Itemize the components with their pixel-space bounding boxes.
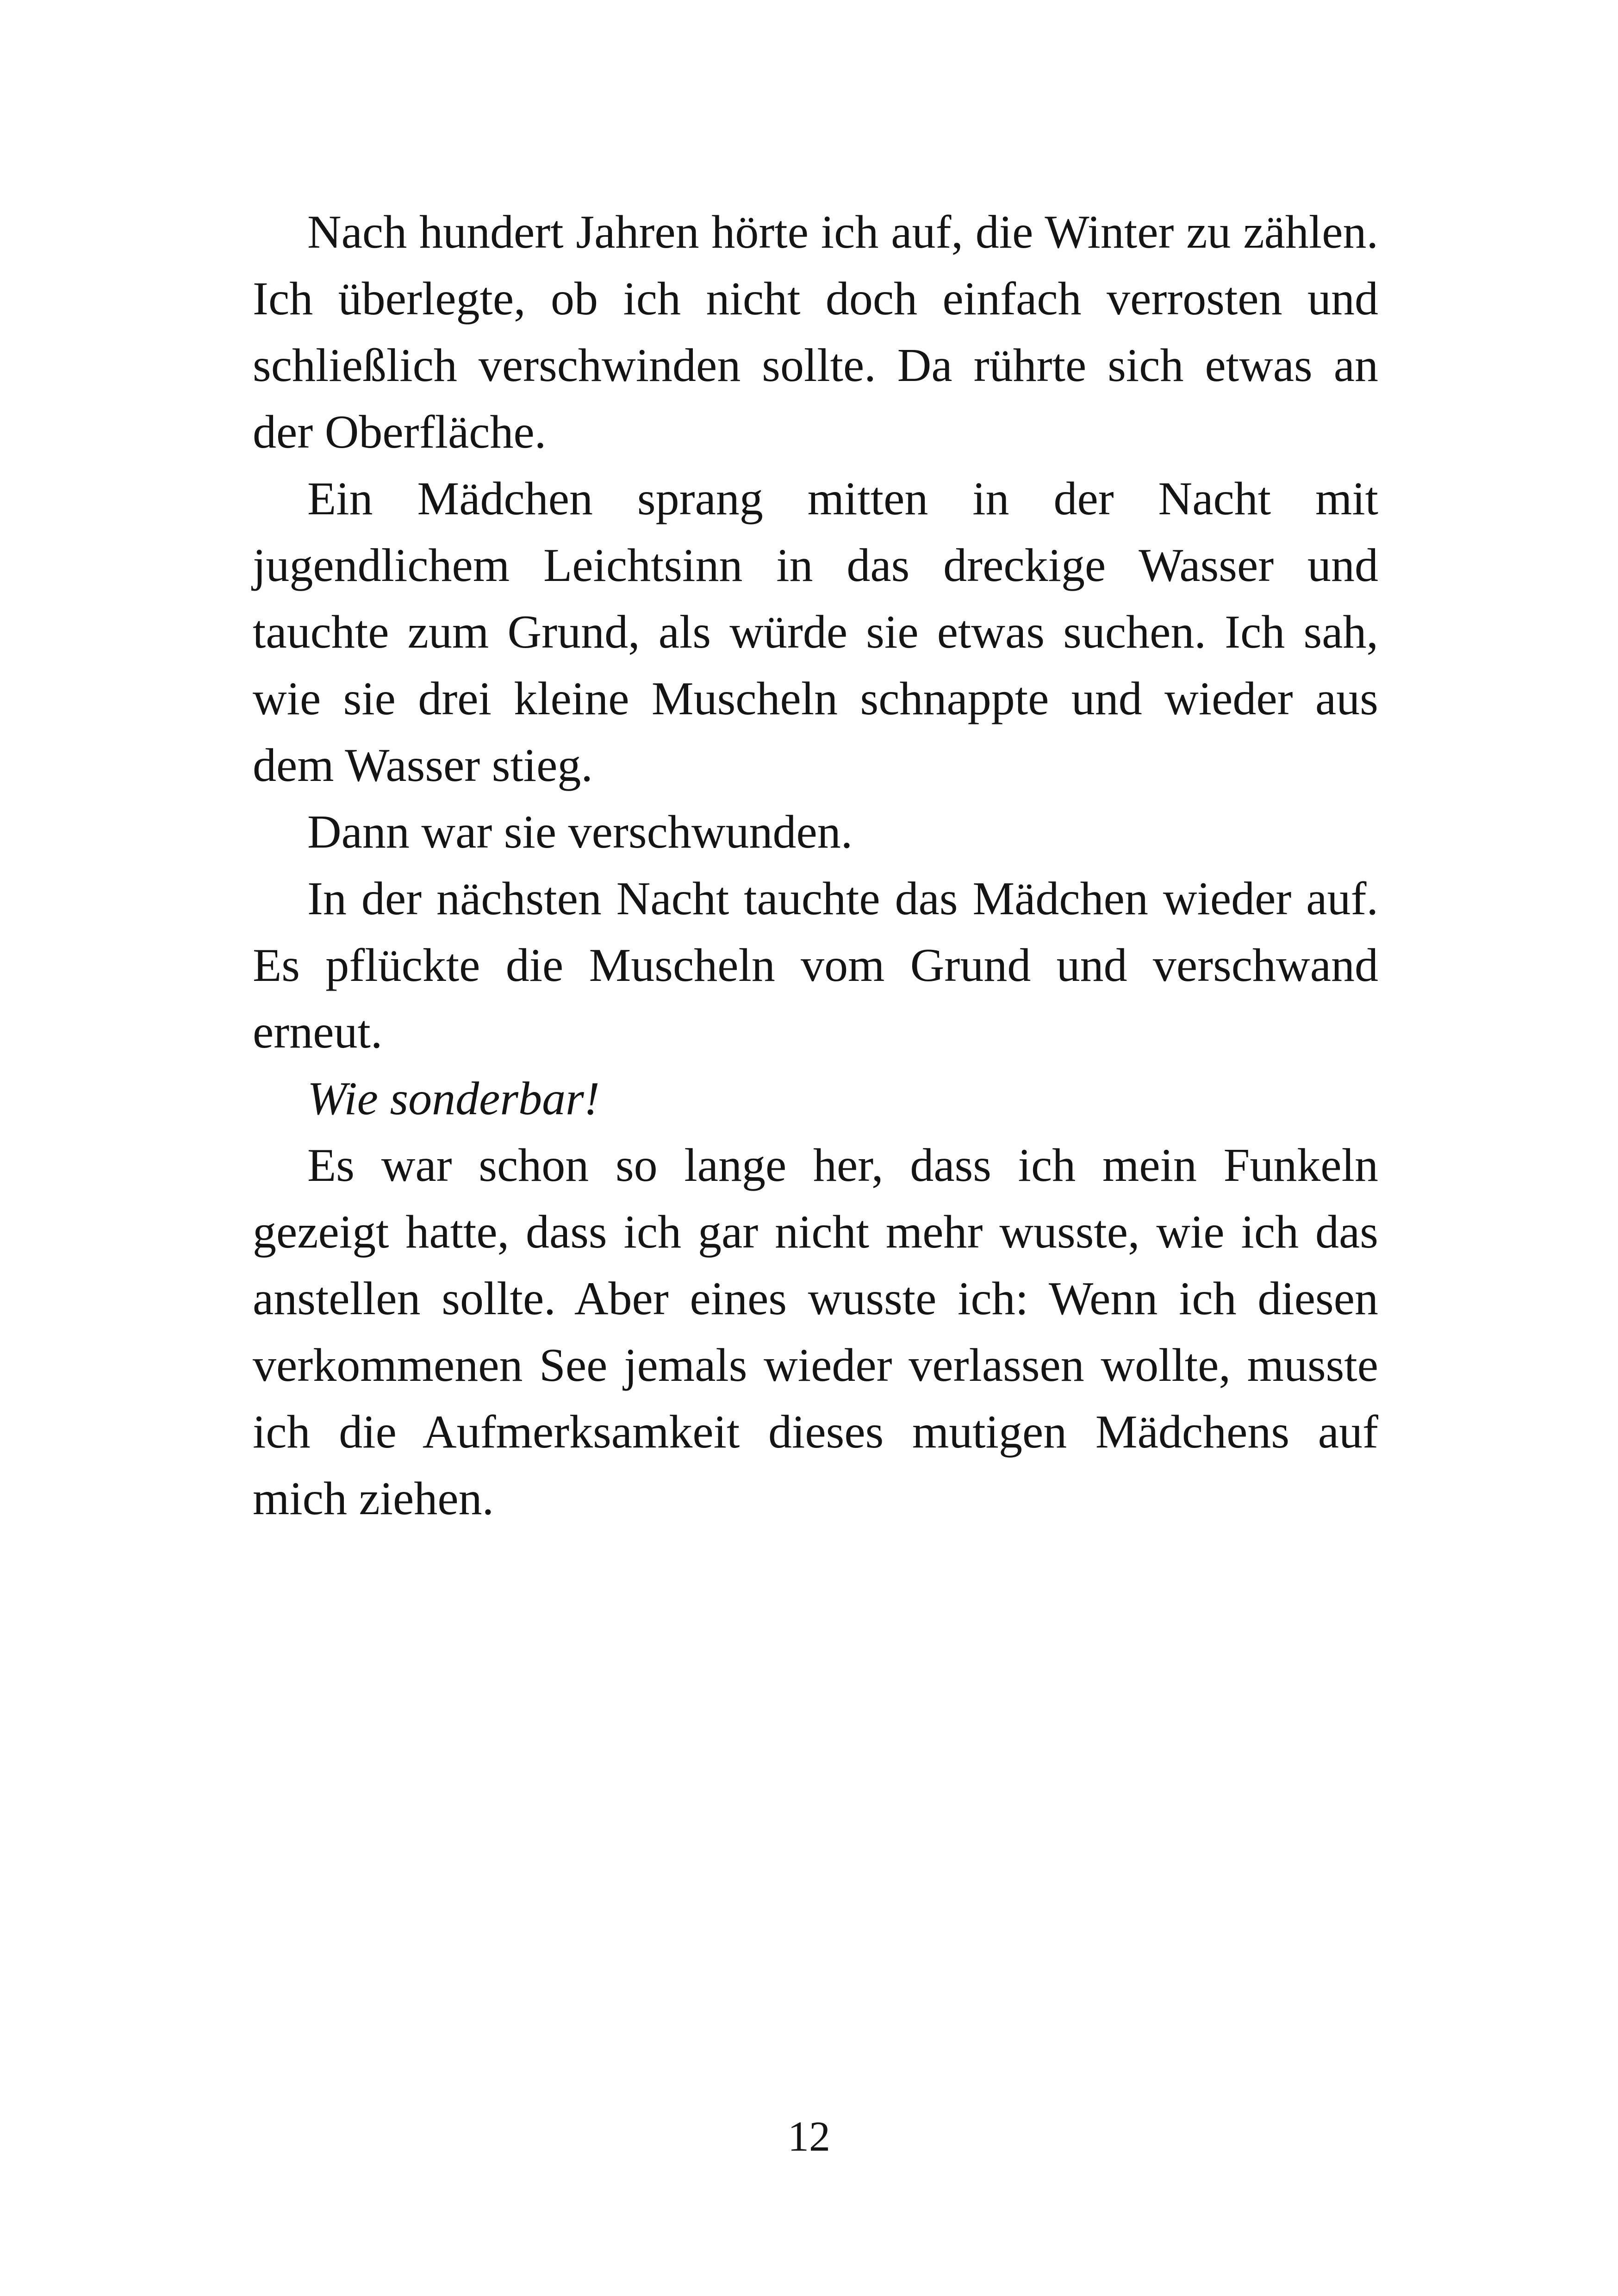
paragraph: In der nächsten Nacht tauchte das Mädchen wieder auf. Es pflückte die Muscheln vom Grund und verschwand erneut. — [253, 873, 1378, 1058]
paragraph-italic: Wie sonderbar! — [307, 1073, 600, 1125]
paragraph: Nach hundert Jahren hörte ich auf, die Winter zu zählen. Ich überlegte, ob ich nicht doch einfach verrosten und schließlich verschwinden sollte. Da rührte sich etwas an der Oberfläche. — [253, 206, 1378, 458]
paragraph: Dann war sie verschwunden. — [307, 806, 853, 858]
paragraph: Es war schon so lange her, dass ich mein Funkeln gezeigt hatte, dass ich gar nicht mehr wusste, wie ich das anstellen sollte. Aber eines wusste ich: Wenn ich diesen verkommenen See jemals wieder verlassen wollte, musste ich die Aufmerksamkeit dieses mutigen Mädchens auf mich ziehen. — [253, 1139, 1378, 1525]
paragraph: Ein Mädchen sprang mitten in der Nacht mit jugendlichem Leichtsinn in das dreckige Wasser und tauchte zum Grund, als würde sie etwas suchen. Ich sah, wie sie drei kleine Muscheln schnappte und wieder aus dem Wasser stieg. — [253, 473, 1378, 792]
page-number: 12 — [788, 2113, 830, 2160]
page-body — [253, 199, 1378, 1532]
